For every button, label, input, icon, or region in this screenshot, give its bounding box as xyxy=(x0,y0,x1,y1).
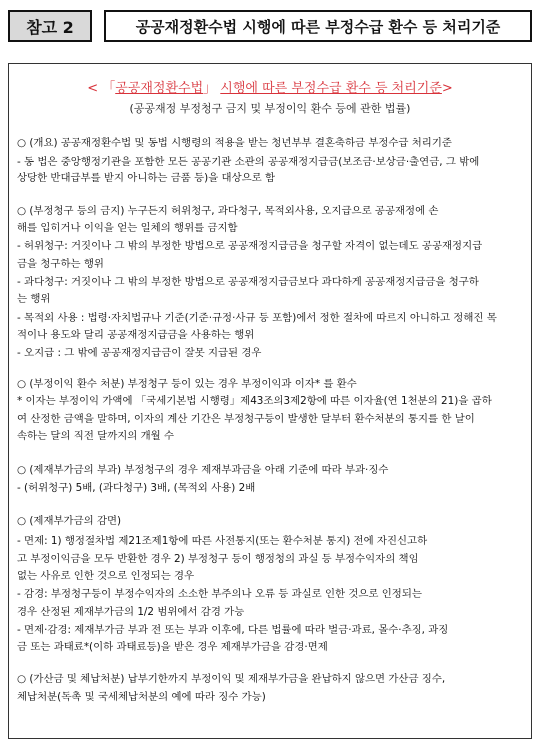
criteria-line: - 면제·감경: 제재부가금 부과 전 또는 부과 이후에, 다른 법률에 따라 벌금·과료, 몰수·추징, 과징 xyxy=(17,624,449,636)
criteria-line: - 목적외 사용 : 법령·자치법규나 기준(기준·규정·사규 등 포함)에서 정한 절차에 따르지 아니하고 정해진 목 xyxy=(17,312,497,324)
criteria-line: - 과다청구: 거짓이나 그 밖의 부정한 방법으로 공공재정지급금보다 과다하게 공공재정지급금을 청구하 xyxy=(17,276,479,288)
criteria-line: 체납처분(독촉 및 국세체납처분의 예에 따라 징수 가능) xyxy=(17,691,266,703)
criteria-line: 경우 산정된 제재부가금의 1/2 범위에서 감경 가능 xyxy=(17,606,245,618)
criteria-line: ○ (가산금 및 체납처분) 납부기한까지 부정이익 및 제재부가금을 완납하지 않으면 가산금 징수, xyxy=(17,673,446,685)
criteria-line: ○ (개요) 공공재정환수법 및 동법 시행령의 적용을 받는 청년부부 결혼축하금 부정수급 처리기준 xyxy=(17,137,452,149)
criteria-line: 없는 사유로 인한 것으로 인정되는 경우 xyxy=(17,570,195,582)
title-mark: 」 xyxy=(203,81,217,96)
criteria-line: 적이나 용도와 달리 공공재정지급금을 사용하는 행위 xyxy=(17,329,255,341)
box-subtitle: (공공재정 부정청구 금지 및 부정이익 환수 등에 관한 법률) xyxy=(129,102,411,115)
criteria-line: 상당한 반대급부를 받지 아니하는 금품 등)을 대상으로 함 xyxy=(17,172,276,184)
criteria-line: 고 부정이익금을 모두 반환한 경우 2) 부정청구 등이 행정청의 과실 등 부정수익자의 책임 xyxy=(17,553,419,565)
criteria-line: - 동 법은 중앙행정기관을 포함한 모든 공공기관 소관의 공공재정지급금(보조금·보상금·출연금, 그 밖에 xyxy=(17,156,480,168)
criteria-line: - 면제: 1) 행정절차법 제21조제1항에 따른 사전통지(또는 환수처분 통지) 전에 자진신고하 xyxy=(17,535,428,547)
criteria-line: 속하는 달의 직전 달까지의 개월 수 xyxy=(17,430,175,442)
criteria-line: 금 또는 과태료*(이하 과태료등)을 받은 경우 제재부가금을 감경·면제 xyxy=(17,641,328,653)
title-prefix: < 「 xyxy=(87,81,116,96)
title-law-name: 공공재정환수법 xyxy=(115,81,204,96)
criteria-line: - (허위청구) 5배, (과다청구) 3배, (목적외 사용) 2배 xyxy=(17,482,256,494)
criteria-box xyxy=(8,63,532,739)
criteria-line: ○ (제재부가금의 감면) xyxy=(17,515,122,527)
box-title xyxy=(9,77,531,96)
criteria-line: ○ (부정청구 등의 금지) 누구든지 허위청구, 과다청구, 목적외사용, 오지급으로 공공재정에 손 xyxy=(17,205,439,217)
title-suffix: > xyxy=(441,81,453,96)
title-rest: 시행에 따른 부정수급 환수 등 처리기준 xyxy=(220,81,442,96)
page-title: 공공재정환수법 시행에 따른 부정수급 환수 등 처리기준 xyxy=(104,10,532,42)
criteria-line: - 허위청구: 거짓이나 그 밖의 부정한 방법으로 공공재정지급금을 청구할 자격이 없는데도 공공재정지급 xyxy=(17,240,483,252)
criteria-line: * 이자는 부정이익 가액에 「국세기본법 시행령」제43조의3제2항에 따른 이자율(연 1천분의 21)을 곱하 xyxy=(17,395,492,407)
criteria-line: 해를 입히거나 이익을 얻는 일체의 행위를 금지함 xyxy=(17,222,238,234)
criteria-line: 금을 청구하는 행위 xyxy=(17,258,104,270)
criteria-line: 는 행위 xyxy=(17,293,51,305)
criteria-line: 여 산정한 금액을 말하며, 이자의 계산 기간은 부정청구등이 발생한 달부터 환수처분의 통지를 한 날이 xyxy=(17,413,475,425)
reference-label: 참고 2 xyxy=(8,10,92,42)
criteria-line: ○ (제재부가금의 부과) 부정청구의 경우 제재부과금을 아래 기준에 따라 부과·징수 xyxy=(17,464,389,476)
criteria-line: ○ (부정이익 환수 처분) 부정청구 등이 있는 경우 부정이익과 이자* 를 환수 xyxy=(17,378,357,390)
criteria-line: - 감경: 부정청구등이 부정수익자의 소소한 부주의나 오류 등 과실로 인한 것으로 인정되는 xyxy=(17,588,422,600)
criteria-line: - 오지급 : 그 밖에 공공재정지급금이 잘못 지급된 경우 xyxy=(17,347,262,359)
